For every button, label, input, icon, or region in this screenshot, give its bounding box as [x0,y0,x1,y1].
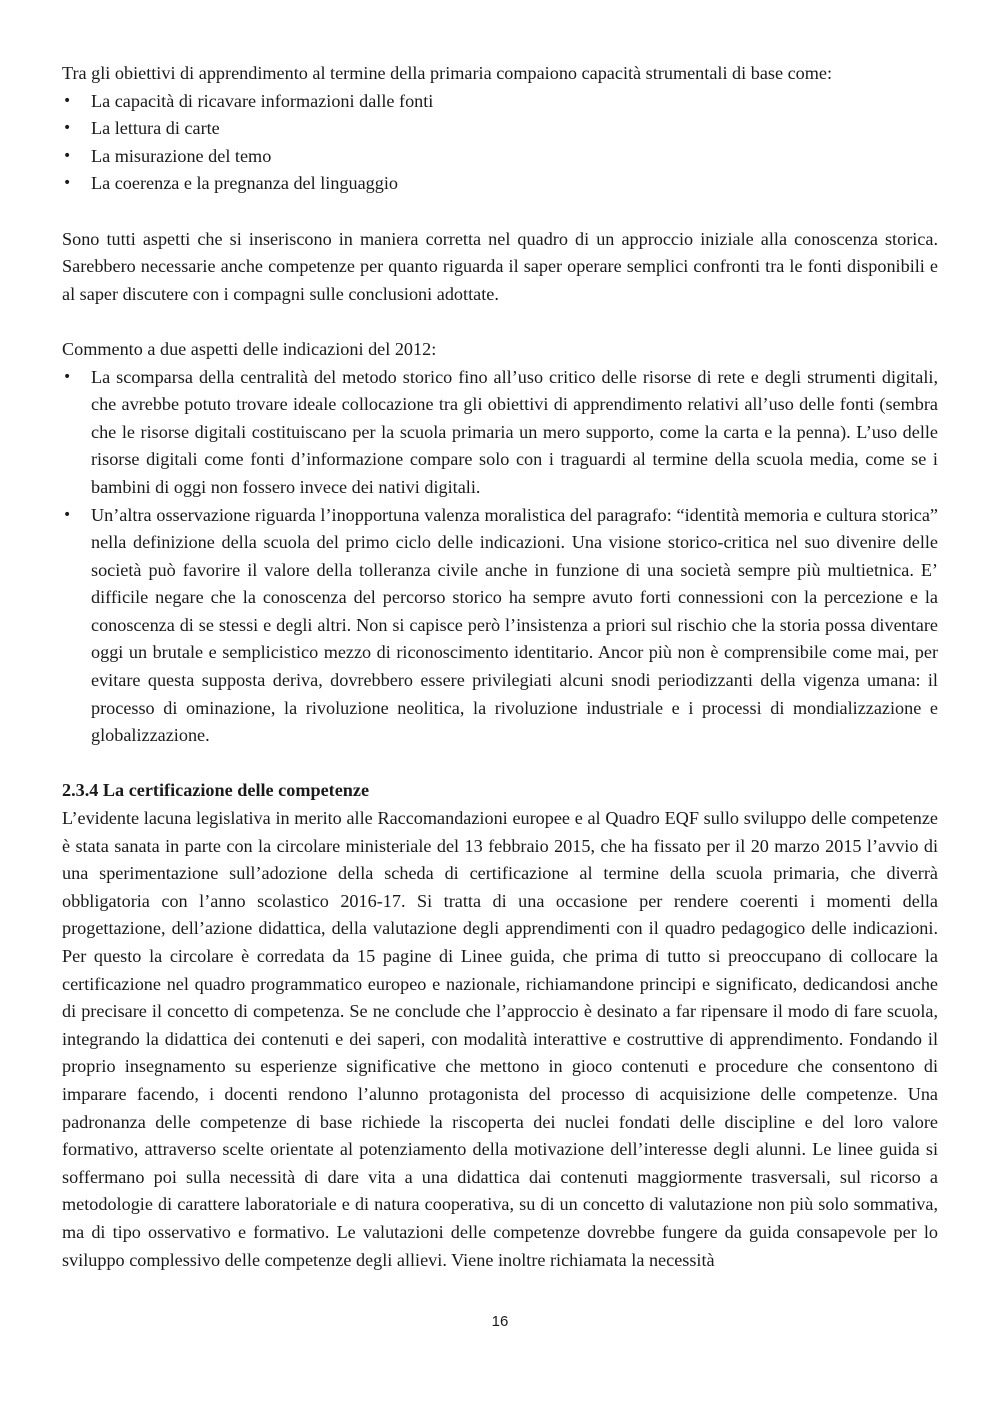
bullet-icon: • [63,147,72,164]
section-heading: 2.3.4 La certificazione delle competenze [62,780,370,801]
list-item-text: La misurazione del temo [91,145,272,166]
intro-lead: Tra gli obiettivi di apprendimento al termine della primaria compaiono capacità strumentali di base come: [62,63,833,83]
list-item-text: La scomparsa della centralità del metodo storico fino all’uso critico delle risorse di rete e degli strumenti digitali, che avrebbe potuto trovare ideale collocazione tra gli obiettivi di apprendimento relativi all’uso delle fonti (sembra che le risorse digitali costituiscano per la scuola primaria un mero supporto, come la carta e la penna). L’uso delle risorse digitali come fonti d’informazione compare solo con i traguardi al termine della scuola media, come se i bambini di oggi non fossero invece dei nativi digitali. [91,366,938,497]
page-content [62,60,938,1274]
list-item [62,170,938,198]
list-item-text: Un’altra osservazione riguarda l’inopportuna valenza moralistica del paragrafo: “identità memoria e cultura storica” nella definizione della scuola del primo ciclo delle indicazioni. Una visione storico-critica nel suo divenire delle società può favorire il valore della tolleranza civile anche in funzione di una società sempre più multietnica. E’ difficile negare che la conoscenza del percorso storico ha sempre avuto forti connessioni con la percezione e la conoscenza di se stessi e degli altri. Non si capisce però l’insistenza a priori sul rischio che la storia possa diventare oggi un brutale e semplicistico mezzo di riconoscimento identitario. Ancor più non è comprensibile come mai, per evitare questa supposta deriva, dovrebbero essere privilegiati alcuni snodi periodizzanti della vigenza umana: il processo di ominazione, la rivoluzione neolitica, la rivoluzione industriale e i processi di mondializzazione e globalizzazione. [91,504,938,746]
list-item-text: La lettura di carte [91,118,220,139]
list-item [62,115,938,143]
page-number: 16 [491,1313,509,1330]
list-item [62,88,938,116]
paragraph-spacer [62,750,938,778]
commento-lead: Commento a due aspetti delle indicazioni del 2012: [62,338,437,359]
paragraph-aspects: Sono tutti aspetti che si inseriscono in maniera corretta nel quadro di un approccio iniziale alla conoscenza storica. Sarebbero necessarie anche competenze per quanto riguarda il saper operare semplici confronti tra le fonti disponibili e al saper discutere con i compagni sulle conclusioni adottate. [62,228,938,304]
list-item [62,502,938,750]
commento-list [62,364,938,750]
list-item [62,143,938,171]
bullet-icon: • [63,175,72,192]
paragraph-spacer [62,308,938,336]
list-item [62,364,938,502]
skills-list [62,88,938,198]
list-item-text: La coerenza e la pregnanza del linguaggio [91,173,399,194]
bullet-icon: • [63,120,72,137]
list-item-text: La capacità di ricavare informazioni dalle fonti [91,90,434,111]
bullet-icon: • [63,506,72,523]
paragraph-spacer [62,198,938,226]
bullet-icon: • [63,92,72,109]
section-body: L’evidente lacuna legislativa in merito alle Raccomandazioni europee e al Quadro EQF sullo sviluppo delle competenze è stata sanata in parte con la circolare ministeriale del 13 febbraio 2015, che ha fissato per il 20 marzo 2015 l’avvio di una sperimentazione sull’adozione della scheda di certificazione al termine della scuola primaria, che diverrà obbligatoria con l’anno scolastico 2016-17. Si tratta di una occasione per rendere coerenti i momenti della progettazione, dell’azione didattica, della valutazione degli apprendimenti con il quadro pedagogico delle indicazioni. Per questo la circolare è corredata da 15 pagine di Linee guida, che prima di tutto si preoccupano di collocare la certificazione nel quadro programmatico europeo e nazionale, richiamandone principi e significato, dedicandosi anche di precisare il concetto di competenza. Se ne conclude che l’approccio è desinato a far ripensare il modo di fare scuola, integrando la didattica dei contenuti e dei saperi, con modalità interattive e costruttive di apprendimento. Fondando il proprio insegnamento su esperienze significative che mettono in gioco contenuti e procedure che consentono di imparare facendo, i docenti rendono l’alunno protagonista del processo di acquisizione delle competenze. Una padronanza delle competenze di base richiede la riscoperta dei nuclei fondati delle discipline e del loro valore formativo, attraverso scelte orientate al potenziamento della motivazione dell’interesse degli alunni. Le linee guida si soffermano poi sulla necessità di dare vita a una didattica dai contenuti maggiormente trasversali, sul ricorso a metodologie di carattere laboratoriale e di natura cooperativa, su di un concetto di valutazione non più solo sommativa, ma di tipo osservativo e formativo. Le valutazioni delle competenze dovrebbe fungere da guida consapevole per lo sviluppo complessivo delle competenze degli allievi. Viene inoltre richiamata la necessità [62,808,938,1270]
bullet-icon: • [63,368,72,385]
